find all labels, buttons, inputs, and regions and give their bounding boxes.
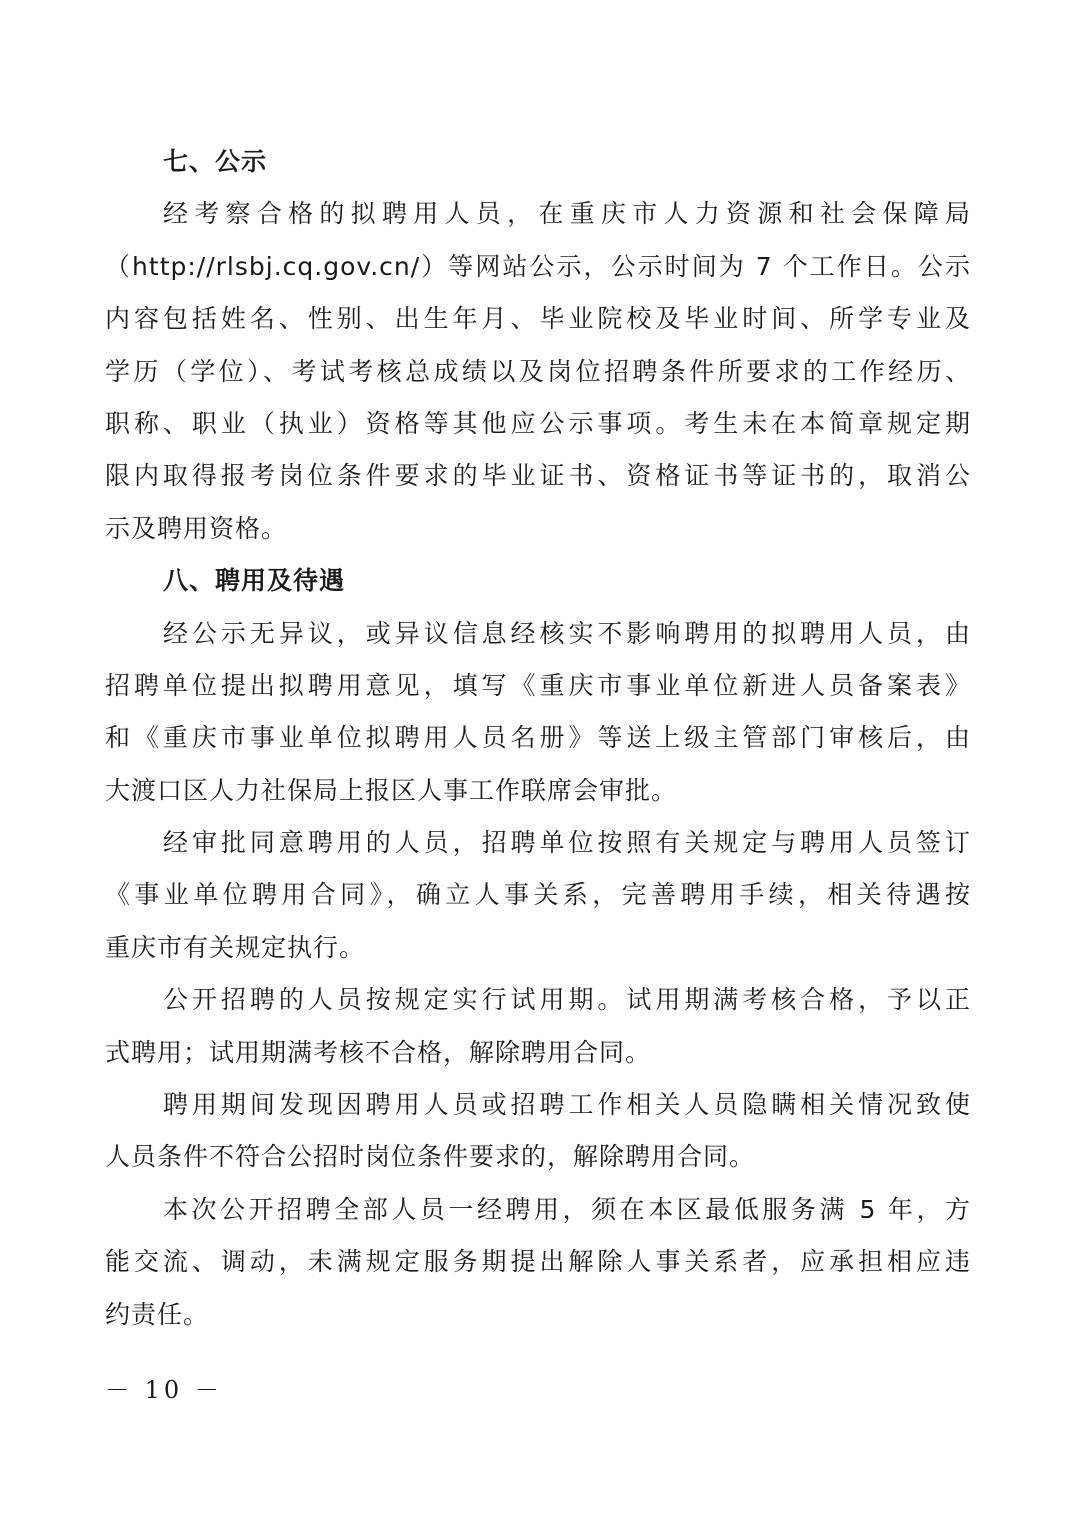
paragraph-line: 《事业单位聘用合同》，确立人事关系，完善聘用手续，相关待遇按 [105,880,971,910]
paragraph-line: 约责任。 [105,1299,210,1329]
paragraph-line: 经公示无异议，或异议信息经核实不影响聘用的拟聘用人员，由 [163,618,971,648]
paragraph-line: 示及聘用资格。 [105,513,288,543]
paragraph-line: 本次公开招聘全部人员一经聘用，须在本区最低服务满 5 年，方 [163,1194,971,1224]
paragraph-line: 聘用期间发现因聘用人员或招聘工作相关人员隐瞒相关情况致使 [163,1090,971,1120]
paragraph-line: （http://rlsbj.cq.gov.cn/）等网站公示，公示时间为 7 个工作日。公示 [105,251,971,281]
paragraph-line: 人员条件不符合公招时岗位条件要求的，解除聘用合同。 [105,1142,756,1172]
page-number: － 10 － [105,1376,223,1404]
paragraph-line: 学历（学位）、考试考核总成绩以及岗位招聘条件所要求的工作经历、 [105,356,971,386]
section-heading: 八、聘用及待遇 [163,566,346,596]
paragraph-line: 重庆市有关规定执行。 [105,932,366,962]
paragraph-line: 经考察合格的拟聘用人员，在重庆市人力资源和社会保障局 [163,199,971,229]
section-heading: 七、公示 [163,147,268,176]
paragraph-line: 和《重庆市事业单位拟聘用人员名册》等送上级主管部门审核后，由 [105,723,971,753]
paragraph-line: 能交流、调动，未满规定服务期提出解除人事关系者，应承担相应违 [105,1247,971,1277]
paragraph-line: 大渡口区人力社保局上报区人事工作联席会审批。 [105,775,678,805]
paragraph-line: 经审批同意聘用的人员，招聘单位按照有关规定与聘用人员签订 [163,828,971,858]
paragraph-line: 内容包括姓名、性别、出生年月、毕业院校及毕业时间、所学专业及 [105,304,971,334]
paragraph-line: 职称、职业（执业）资格等其他应公示事项。考生未在本简章规定期 [105,408,971,438]
paragraph-line: 公开招聘的人员按规定实行试用期。试用期满考核合格，予以正 [163,985,971,1015]
paragraph-line: 招聘单位提出拟聘用意见，填写《重庆市事业单位新进人员备案表》 [105,670,971,700]
document-body [105,140,971,1345]
paragraph-line: 式聘用；试用期满考核不合格，解除聘用合同。 [105,1037,652,1067]
paragraph-line: 限内取得报考岗位条件要求的毕业证书、资格证书等证书的，取消公 [105,461,971,491]
